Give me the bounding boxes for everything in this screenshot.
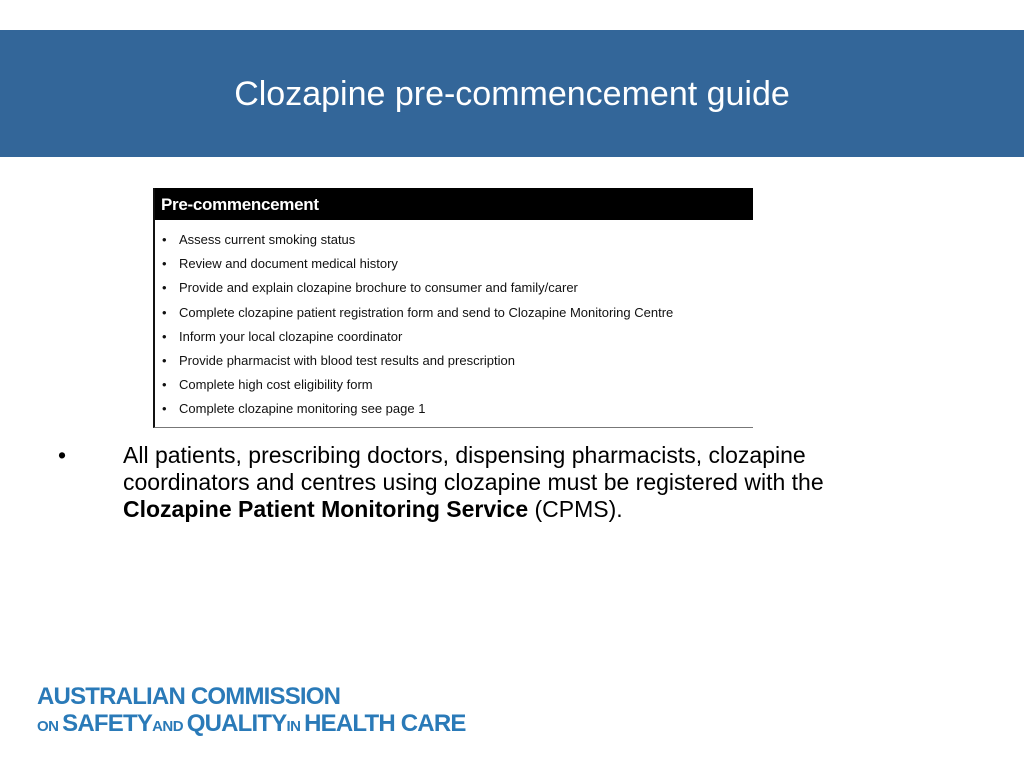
checklist-item bbox=[155, 276, 753, 300]
logo-line2 bbox=[37, 712, 466, 736]
registration-bullet bbox=[58, 442, 938, 523]
bullet-icon: • bbox=[162, 401, 167, 417]
bullet-icon: • bbox=[162, 352, 167, 368]
bullet-icon: • bbox=[162, 328, 167, 344]
checklist-item-text: Provide pharmacist with blood test results and prescription bbox=[179, 352, 515, 368]
bullet-icon: • bbox=[162, 304, 167, 320]
checklist-item-text: Inform your local clozapine coordinator bbox=[179, 328, 403, 344]
body-text-part2: (CPMS). bbox=[528, 496, 623, 522]
bullet-icon: • bbox=[162, 280, 167, 296]
checklist-item bbox=[155, 252, 753, 276]
checklist-item bbox=[155, 349, 753, 373]
checklist-item-text: Review and document medical history bbox=[179, 256, 398, 272]
pre-commencement-checklist bbox=[153, 188, 753, 428]
checklist-item-text: Complete high cost eligibility form bbox=[179, 377, 373, 393]
logo-word-and: AND bbox=[152, 718, 187, 735]
checklist-item-text: Provide and explain clozapine brochure to consumer and family/carer bbox=[179, 280, 578, 296]
checklist-item bbox=[155, 301, 753, 325]
checklist-item-text: Complete clozapine patient registration form and send to Clozapine Monitoring Centre bbox=[179, 304, 674, 320]
logo-word-on: ON bbox=[37, 718, 63, 735]
bullet-icon: • bbox=[162, 377, 167, 393]
logo-word-safety: SAFETY bbox=[62, 710, 153, 737]
checklist-header: Pre-commencement bbox=[155, 188, 753, 220]
bullet-icon: • bbox=[162, 232, 167, 247]
body-bullet-list bbox=[58, 442, 938, 523]
cpms-name: Clozapine Patient Monitoring Service bbox=[123, 496, 529, 522]
logo-word-health-care: HEALTH CARE bbox=[304, 710, 466, 737]
checklist-item bbox=[155, 373, 753, 397]
logo-word-quality: QUALITY bbox=[186, 710, 287, 737]
checklist-item bbox=[155, 397, 753, 421]
commission-logo bbox=[37, 685, 466, 736]
bullet-icon: • bbox=[162, 256, 167, 272]
body-text-part1: All patients, prescribing doctors, dispensing pharmacists, clozapine coordinators and centres using clozapine must be registered with the bbox=[123, 442, 824, 495]
slide-title: Clozapine pre-commencement guide bbox=[234, 75, 790, 113]
checklist-item bbox=[155, 228, 753, 252]
checklist-item-text: Assess current smoking status bbox=[179, 232, 356, 247]
checklist-item bbox=[155, 325, 753, 349]
checklist-items bbox=[155, 220, 753, 422]
checklist-item-text: Complete clozapine monitoring see page 1 bbox=[179, 401, 426, 417]
logo-line1: AUSTRALIAN COMMISSION bbox=[37, 683, 341, 710]
logo-word-in: IN bbox=[286, 718, 305, 735]
bullet-icon: • bbox=[58, 442, 67, 468]
